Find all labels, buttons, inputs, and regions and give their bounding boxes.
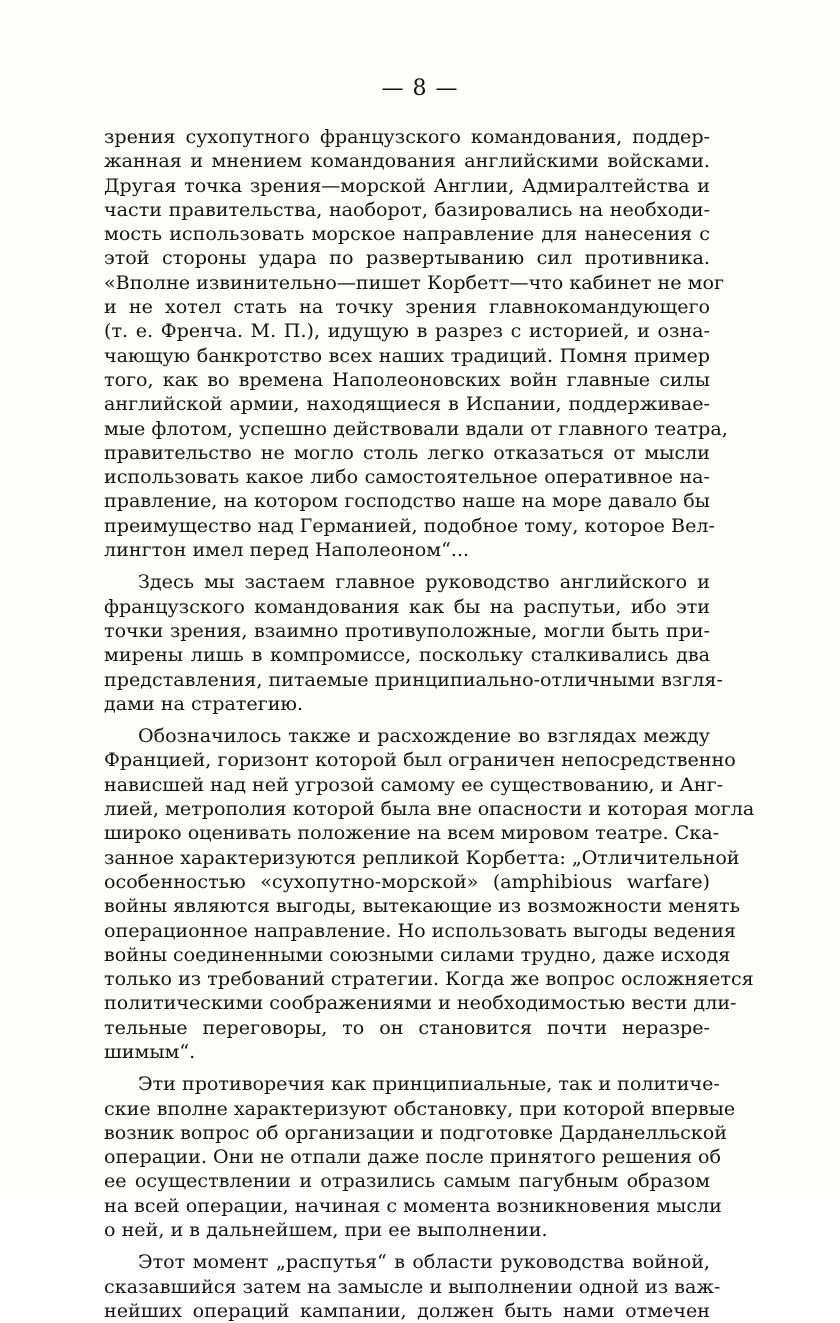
text-line: сказавшийся затем на замысле и выполнении одной из важ- (104, 1274, 721, 1298)
text-line: чающую банкротство всех наших традиций. Помня пример (104, 343, 710, 367)
paragraph (104, 570, 723, 716)
text-line: и не хотел стать на точку зрения главнокомандующего (104, 295, 710, 319)
text-line: мость использовать морское направление для нанесения с (104, 222, 710, 246)
text-line: ские вполне характеризуют обстановку, при которой впервые (104, 1096, 736, 1120)
text-line: точки зрения, взаимно противуположные, могли быть при- (104, 618, 710, 642)
text-line: (т. е. Френча. М. П.), идущую в разрез с историей, и озна- (104, 319, 710, 343)
text-line: лией, метрополия которой была вне опасности и которая могла (104, 797, 755, 821)
text-line: английской армии, находящиеся в Испании, поддерживае- (104, 392, 710, 416)
text-line: этой стороны удара по развертыванию сил противника. (104, 246, 710, 270)
text-line: ее осуществлении и отразились самым пагубным образом (104, 1169, 710, 1193)
paragraph (104, 1072, 736, 1242)
text-line: того, как во времена Наполеоновских войн главные силы (104, 367, 710, 391)
text-line: зрения сухопутного французского командования, поддер- (104, 125, 710, 148)
text-line: «Вполне извинительно—пишет Корбетт—что кабинет не мог (104, 270, 724, 294)
text-line: Другая точка зрения—морской Англии, Адмиралтейства и (104, 173, 710, 197)
text-line: политическими соображениями и необходимостью вести дли- (104, 991, 737, 1015)
text-line: войны являются выгоды, вытекающие из возможности менять (104, 894, 740, 918)
text-line: Эти противоречия как принципиальные, так и политиче- (138, 1072, 720, 1096)
text-line: о ней, и в дальнейшем, при ее выполнении. (104, 1218, 548, 1242)
text-line: возник вопрос об организации и подготовке Дарданелльской (104, 1120, 727, 1144)
text-line: лингтон имел перед Наполеоном“... (104, 538, 470, 562)
paragraph (104, 724, 755, 1064)
text-line: занное характеризуются репликой Корбетта: „Отличительной (104, 845, 740, 869)
text-line: мые флотом, успешно действовали вдали от главного театра, (104, 416, 728, 440)
text-line: нависшей над ней угрозой самому ее существованию, и Анг- (104, 772, 724, 796)
text-line: особенностью «сухопутно-морской» (amphibious warfare) (104, 869, 710, 893)
text-line: представления, питаемые принципиально-отличными взгля- (104, 667, 723, 691)
text-line: правление, на котором господство наше на море давало бы (104, 489, 710, 513)
text-line: использовать какое либо самостоятельное оперативное на- (104, 465, 710, 489)
text-line: Этот момент „распутья“ в области руководства войной, (138, 1250, 710, 1274)
text-line: нейших операций кампании, должен быть нами отмечен (104, 1298, 710, 1322)
text-line: Здесь мы застаем главное руководство английского и (138, 570, 710, 594)
text-line: на всей операции, начиная с момента возникновения мысли (104, 1193, 722, 1217)
text-line: французского командования как бы на распутьи, ибо эти (104, 594, 710, 618)
text-body (104, 125, 755, 1323)
text-line: широко оценивать положение на всем мировом театре. Ска- (104, 821, 720, 845)
text-line: шимым“. (104, 1039, 196, 1063)
text-line: операции. Они не отпали даже после принятого решения об (104, 1145, 722, 1169)
text-line: Францией, горизонт которой был ограничен непосредственно (104, 748, 736, 772)
text-line: войны соединенными союзными силами трудно, даже исходя (104, 942, 731, 966)
paragraph (104, 1250, 721, 1323)
paragraph (104, 125, 728, 562)
text-line: только из требований стратегии. Когда же вопрос осложняется (104, 967, 754, 991)
text-line: тельные переговоры, то он становится почти неразре- (104, 1015, 710, 1039)
text-line: правительство не могло столь легко отказаться от мысли (104, 440, 710, 464)
text-line: части правительства, наоборот, базировались на необходи- (104, 197, 710, 221)
text-line: дами на стратегию. (104, 691, 304, 715)
text-line: Обозначилось также и расхождение во взглядах между (138, 724, 710, 748)
text-line: мирены лишь в компромиссе, поскольку сталкивались два (104, 643, 710, 667)
text-line: операционное направление. Но использовать выгоды ведения (104, 918, 736, 942)
text-line: жанная и мнением командования английскими войсками. (104, 149, 710, 173)
text-line: преимущество над Германией, подобное тому, которое Вел- (104, 513, 715, 537)
page-number: — 8 — (381, 76, 459, 101)
